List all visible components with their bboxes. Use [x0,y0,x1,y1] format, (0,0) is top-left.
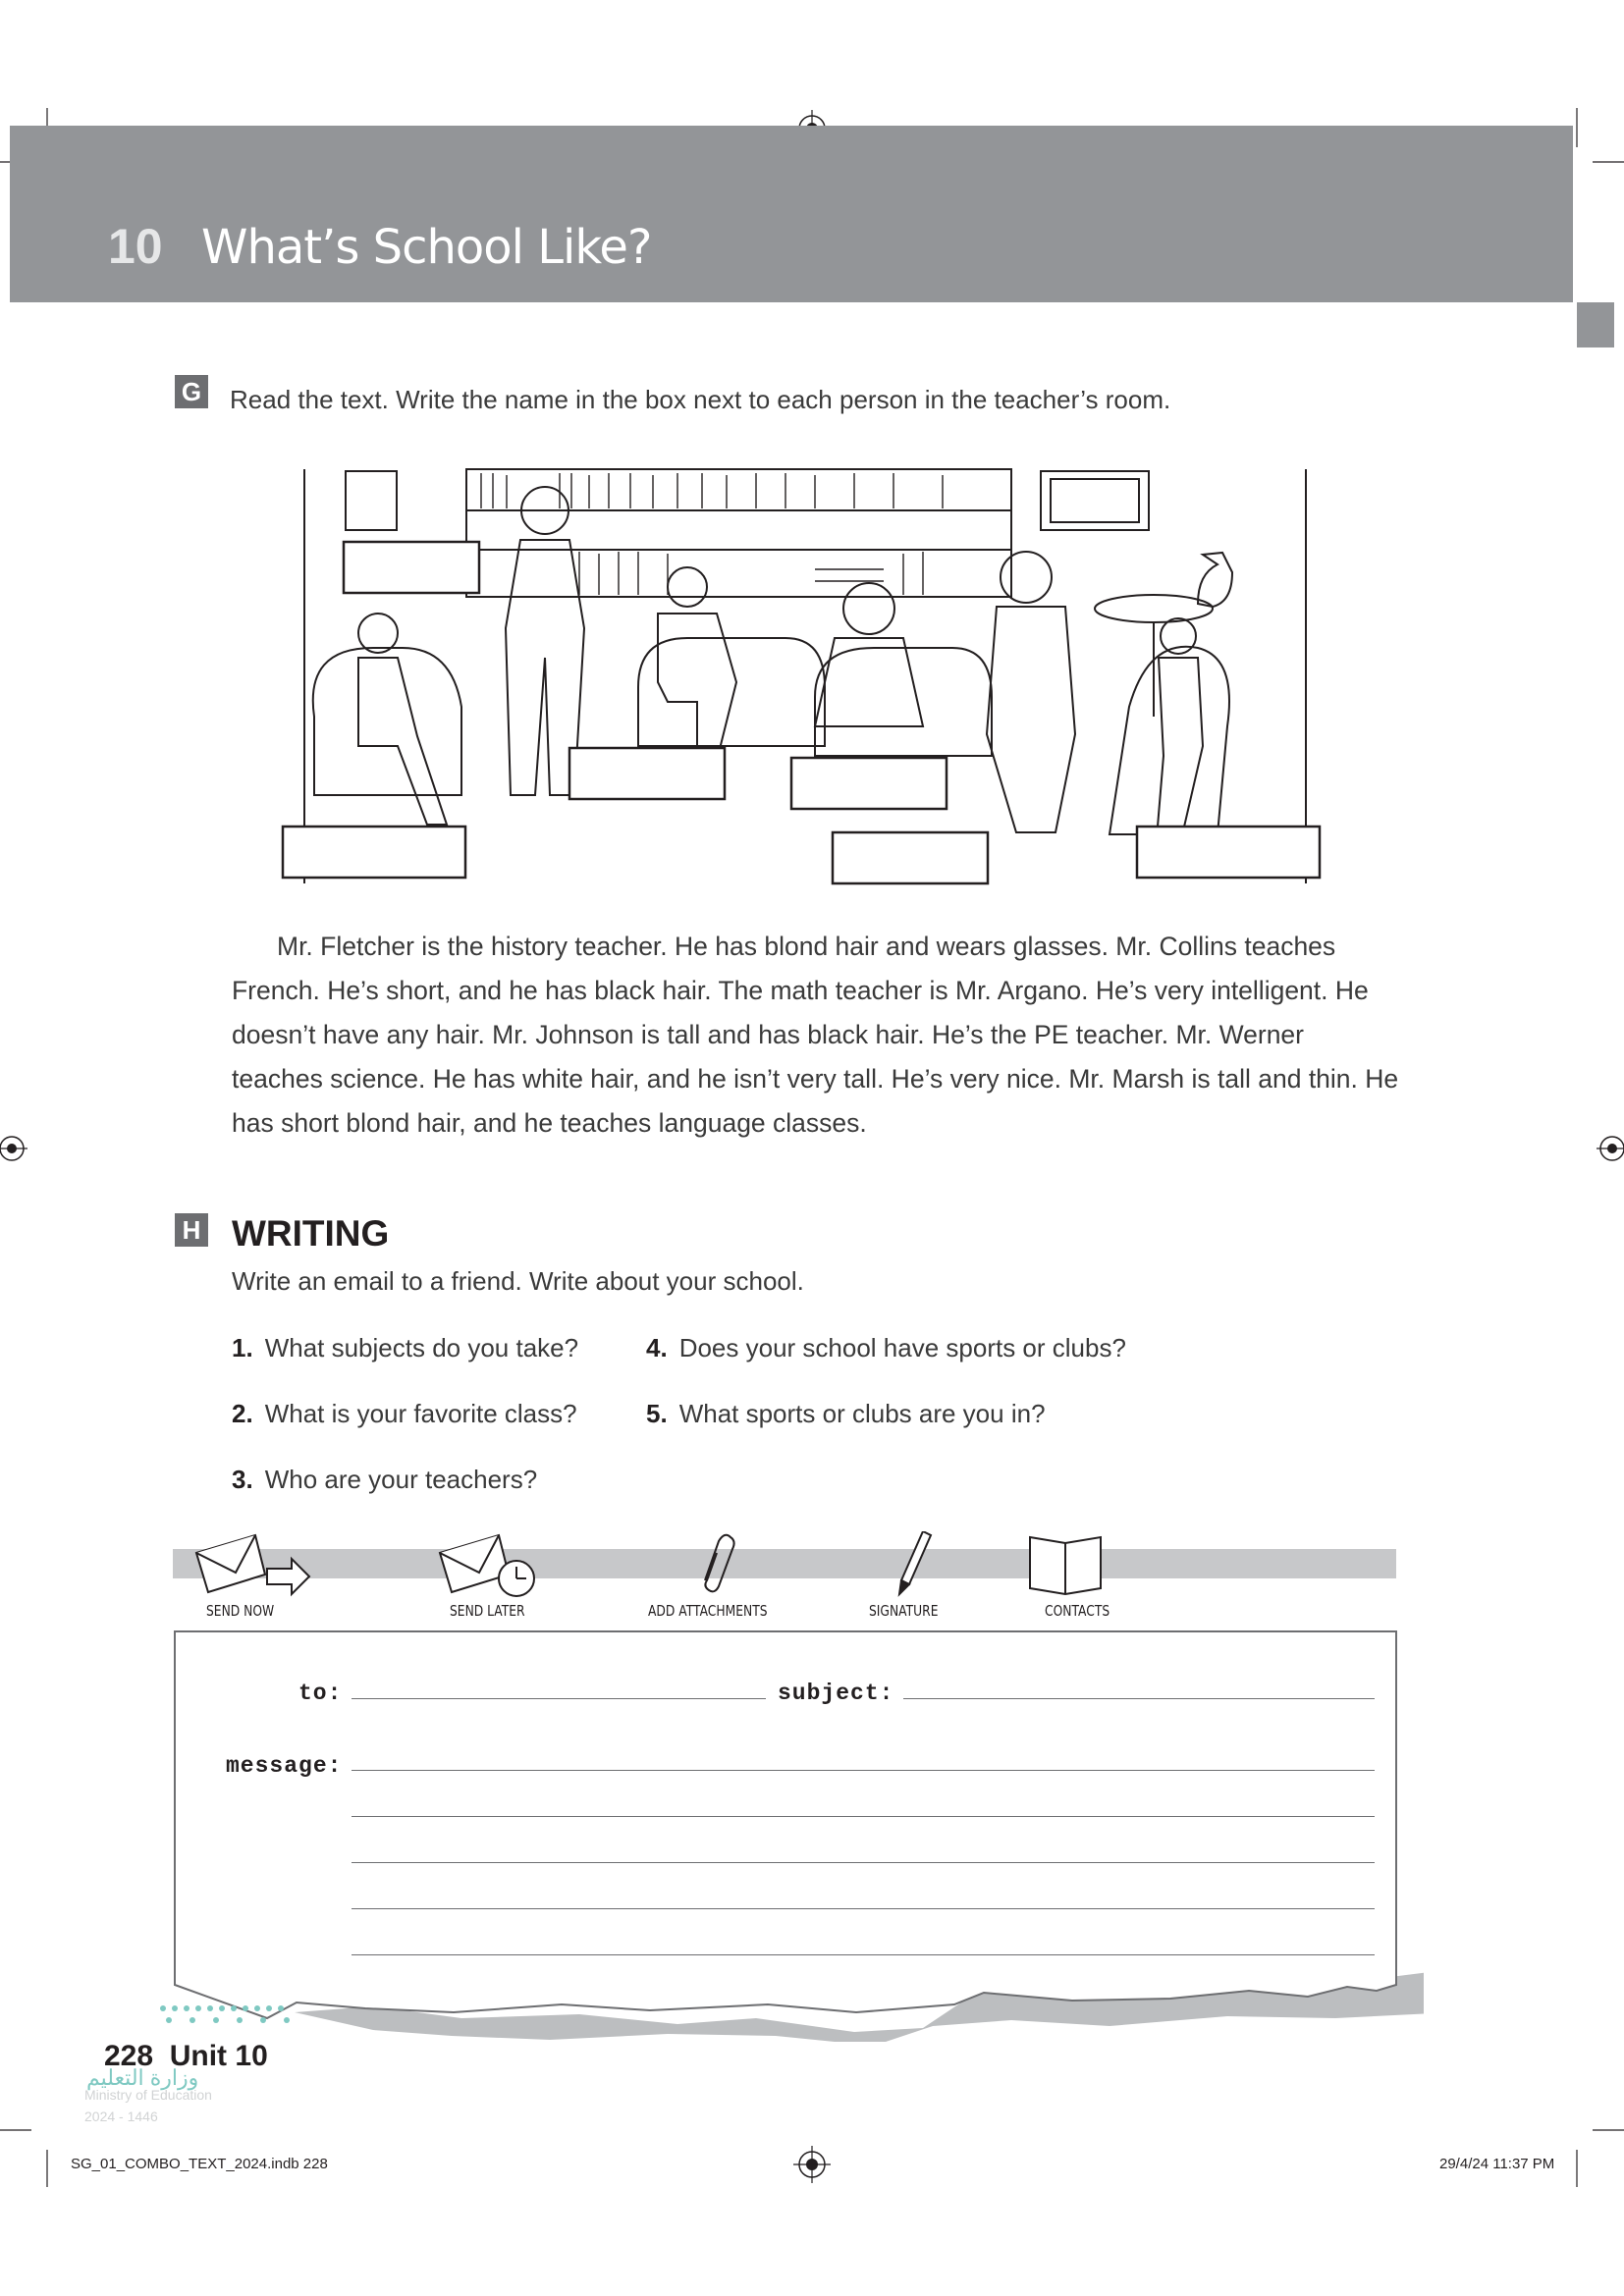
contacts-button[interactable]: CONTACTS [1045,1602,1110,1620]
signature-button[interactable]: SIGNATURE [869,1602,939,1620]
send-now-button[interactable]: SEND NOW [206,1602,275,1620]
question-5: 5. What sports or clubs are you in? [646,1399,1046,1428]
ministry-year: 2024 - 1446 [84,2109,158,2124]
unit-number: 10 [108,219,163,274]
header-band [10,126,1573,302]
send-later-button[interactable]: SEND LATER [450,1602,525,1620]
send-now-icon [196,1535,309,1594]
section-h-badge: H [175,1213,208,1247]
section-g-badge: G [175,375,208,408]
registration-mark-right [1597,1137,1624,1160]
message-line-2[interactable] [352,1816,1375,1817]
message-line-3[interactable] [352,1862,1375,1863]
to-field[interactable] [352,1698,766,1699]
name-box-2 [569,748,725,799]
section-h-instruction: Write an email to a friend. Write about your school. [232,1266,804,1296]
send-later-icon [440,1535,534,1596]
message-label: message: [226,1753,343,1779]
question-4: 4. Does your school have sports or clubs? [646,1333,1126,1362]
ministry-logo-dots [155,2002,297,2032]
section-g-paragraph: Mr. Fletcher is the history teacher. He has blond hair and wears glasses. Mr. Collins teaches French. He’s short, and he has black hair. The math teacher is Mr. Argano. He’s very intelligent. He doesn’t have any hair. Mr. Johnson is tall and has black hair. He’s the PE teacher. Mr. Werner teaches science. He has white hair, and he isn’t very tall. He’s very nice. Mr. Marsh is tall and thin. He has short blond hair, and he teaches language classes. [232,932,1399,1138]
timestamp: 29/4/24 11:37 PM [1439,2156,1555,2172]
message-line-4[interactable] [352,1908,1375,1909]
unit-title: What’s School Like? [201,220,652,275]
question-2: 2. What is your favorite class? [232,1399,577,1428]
pen-icon [899,1531,931,1594]
header-tab [1577,302,1614,347]
name-box-4 [283,827,465,878]
teachers-room-illustration [265,461,1345,913]
message-line-5[interactable] [352,1954,1375,1955]
paperclip-icon [705,1535,734,1592]
unit-label: Unit 10 [169,2040,268,2072]
name-boxes [283,542,1320,883]
name-box-5 [833,832,988,883]
subject-field[interactable] [903,1698,1375,1699]
page-number: 228 [104,2040,154,2072]
to-label: to: [298,1681,343,1706]
name-box-3 [791,758,947,809]
ministry-english: Ministry of Education [84,2087,212,2103]
add-attachments-button[interactable]: ADD ATTACHMENTS [648,1602,768,1620]
question-3: 3. Who are your teachers? [232,1465,538,1494]
subject-label: subject: [778,1681,894,1706]
section-g-instruction: Read the text. Write the name in the box next to each person in the teacher’s room. [230,385,1171,414]
message-line-1[interactable] [352,1770,1375,1771]
section-h-title: WRITING [232,1213,390,1254]
registration-mark-left [0,1137,27,1160]
ministry-arabic: وزارة التعليم [86,2065,199,2090]
registration-mark-bottom [793,2146,831,2183]
file-name: SG_01_COMBO_TEXT_2024.indb 228 [71,2156,328,2172]
name-box-1 [344,542,479,593]
name-box-6 [1137,827,1320,878]
question-1: 1. What subjects do you take? [232,1333,579,1362]
email-toolbar-icons [187,1531,1218,1600]
book-icon [1030,1537,1101,1594]
